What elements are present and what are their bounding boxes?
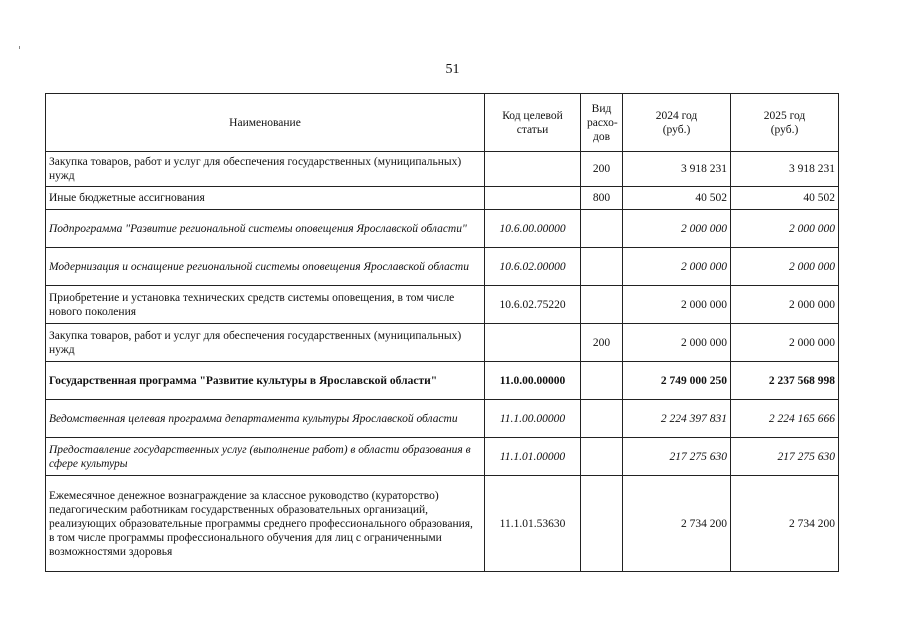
- row-2024: 2 749 000 250: [623, 362, 731, 400]
- header-name: Наименование: [46, 94, 485, 152]
- row-2025: 2 237 568 998: [731, 362, 839, 400]
- scan-mark: [19, 46, 20, 49]
- row-code: [485, 152, 581, 187]
- row-2024: 3 918 231: [623, 152, 731, 187]
- table-row: [46, 248, 839, 286]
- table-row: [46, 400, 839, 438]
- row-name: Ведомственная целевая программа департамента культуры Ярославской области: [46, 400, 485, 438]
- row-code: 11.1.01.00000: [485, 438, 581, 476]
- row-2024: 2 000 000: [623, 210, 731, 248]
- row-name: Закупка товаров, работ и услуг для обеспечения государственных (муниципальных) нужд: [46, 324, 485, 362]
- row-2024: 2 000 000: [623, 286, 731, 324]
- row-2024: 217 275 630: [623, 438, 731, 476]
- row-name: Модернизация и оснащение региональной системы оповещения Ярославской области: [46, 248, 485, 286]
- row-2025: 2 000 000: [731, 324, 839, 362]
- table-row: [46, 324, 839, 362]
- row-code: 11.1.00.00000: [485, 400, 581, 438]
- row-2024: 2 224 397 831: [623, 400, 731, 438]
- table-row: [46, 152, 839, 187]
- row-2024: 2 000 000: [623, 324, 731, 362]
- header-code: Код целевой статьи: [485, 94, 581, 152]
- row-name: Приобретение и установка технических средств системы оповещения, в том числе нового поколения: [46, 286, 485, 324]
- table-row: [46, 476, 839, 572]
- row-2024: 40 502: [623, 187, 731, 210]
- row-vid: [581, 286, 623, 324]
- row-vid: 800: [581, 187, 623, 210]
- row-vid: [581, 210, 623, 248]
- row-vid: [581, 438, 623, 476]
- row-2025: 40 502: [731, 187, 839, 210]
- header-2024: 2024 год (руб.): [623, 94, 731, 152]
- row-2025: 2 000 000: [731, 210, 839, 248]
- row-2025: 2 734 200: [731, 476, 839, 572]
- table-row: [46, 210, 839, 248]
- row-code: 10.6.00.00000: [485, 210, 581, 248]
- row-vid: [581, 362, 623, 400]
- table-row: [46, 187, 839, 210]
- table-row: [46, 362, 839, 400]
- row-name: Иные бюджетные ассигнования: [46, 187, 485, 210]
- budget-table: [45, 93, 839, 572]
- row-2025: 217 275 630: [731, 438, 839, 476]
- row-2025: 2 000 000: [731, 248, 839, 286]
- row-vid: 200: [581, 152, 623, 187]
- row-vid: [581, 476, 623, 572]
- row-vid: [581, 248, 623, 286]
- table-row: [46, 286, 839, 324]
- header-vid: Вид расхо-дов: [581, 94, 623, 152]
- page-number: 51: [445, 62, 460, 77]
- row-code: 11.1.01.53630: [485, 476, 581, 572]
- row-2024: 2 734 200: [623, 476, 731, 572]
- row-vid: [581, 400, 623, 438]
- row-2024: 2 000 000: [623, 248, 731, 286]
- table-header-row: [46, 94, 839, 152]
- row-2025: 2 000 000: [731, 286, 839, 324]
- row-name: Государственная программа "Развитие культуры в Ярославской области": [46, 362, 485, 400]
- row-code: 10.6.02.75220: [485, 286, 581, 324]
- row-name: Подпрограмма "Развитие региональной системы оповещения Ярославской области": [46, 210, 485, 248]
- row-name: Ежемесячное денежное вознаграждение за классное руководство (кураторство) педагогическим работникам государственных образовательных организаций, реализующих образовательные программы среднего профессионального образования, в том числе программы профессионального обучения для лиц с ограниченными возможностями здоровья: [46, 476, 485, 572]
- table-row: [46, 438, 839, 476]
- row-name: Предоставление государственных услуг (выполнение работ) в области образования в сфере культуры: [46, 438, 485, 476]
- row-name: Закупка товаров, работ и услуг для обеспечения государственных (муниципальных) нужд: [46, 152, 485, 187]
- header-2025: 2025 год (руб.): [731, 94, 839, 152]
- row-2025: 3 918 231: [731, 152, 839, 187]
- row-vid: 200: [581, 324, 623, 362]
- row-code: [485, 324, 581, 362]
- row-code: [485, 187, 581, 210]
- row-code: 10.6.02.00000: [485, 248, 581, 286]
- row-2025: 2 224 165 666: [731, 400, 839, 438]
- row-code: 11.0.00.00000: [485, 362, 581, 400]
